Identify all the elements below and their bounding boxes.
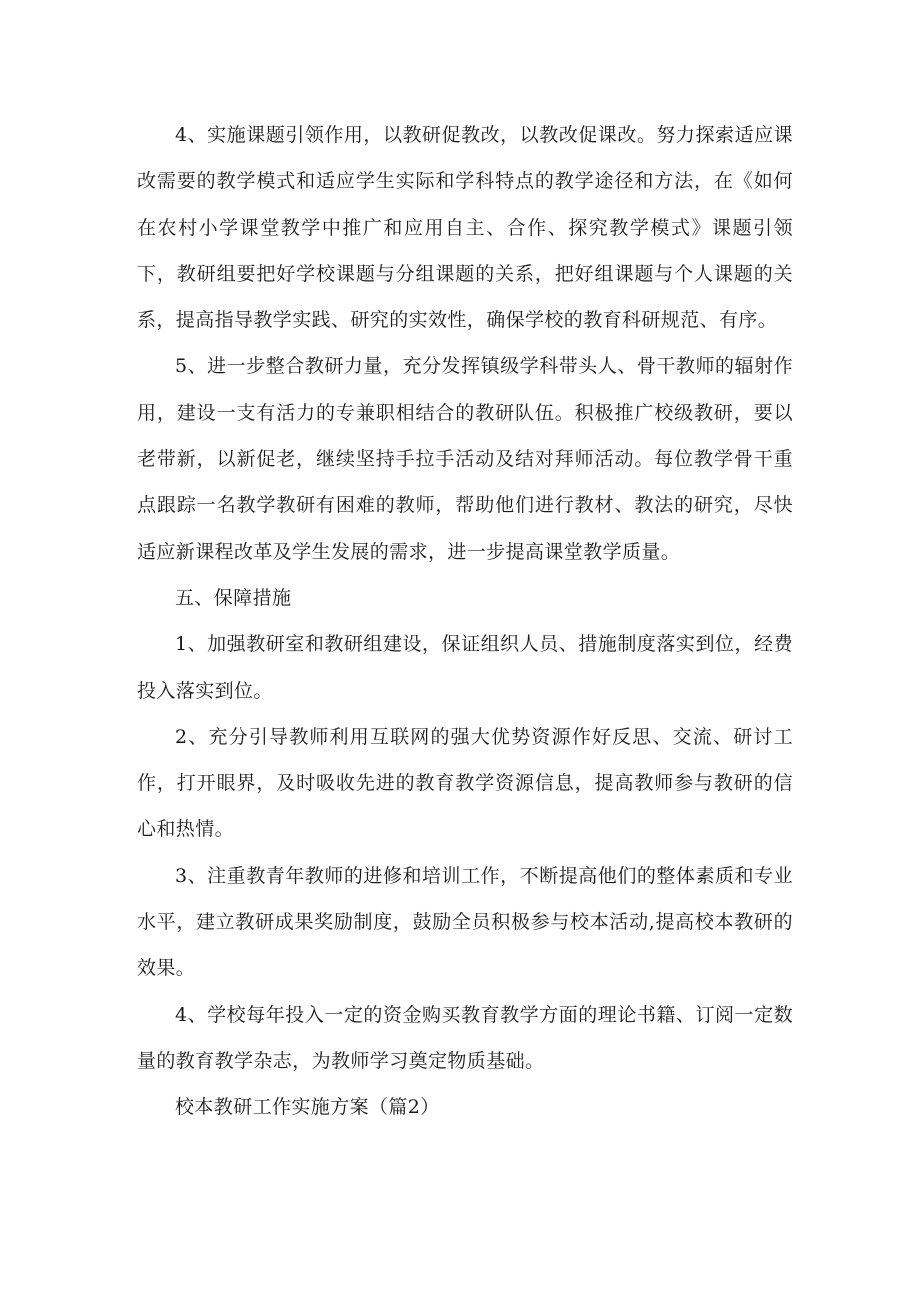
measure-item-3: 3、注重教青年教师的进修和培训工作，不断提高他们的整体素质和专业水平，建立教研成果奖励制度，鼓励全员积极参与校本活动,提高校本教研的效果。 [137, 864, 793, 980]
measure-item-2: 2、充分引导教师利用互联网的强大优势资源作好反思、交流、研讨工作，打开眼界，及时吸收先进的教育教学资源信息，提高教师参与教研的信心和热情。 [137, 725, 793, 841]
paragraph-item-5: 5、进一步整合教研力量，充分发挥镇级学科带头人、骨干教师的辐射作用，建设一支有活力的专兼职相结合的教研队伍。积极推广校级教研，要以老带新，以新促老，继续坚持手拉手活动及结对拜师活动。每位教学骨干重点跟踪一名教学教研有困难的教师，帮助他们进行教材、教法的研究，尽快适应新课程改革及学生发展的需求，进一步提高课堂教学质量。 [137, 355, 793, 563]
document-body [137, 112, 793, 1131]
section-heading-safeguards: 五、保障措施 [175, 586, 292, 609]
measure-item-1: 1、加强教研室和教研组建设，保证组织人员、措施制度落实到位，经费投入落实到位。 [137, 633, 793, 702]
paragraph-item-4: 4、实施课题引领作用，以教研促教改，以教改促课改。努力探索适应课改需要的教学模式和适应学生实际和学科特点的教学途径和方法，在《如何在农村小学课堂教学中推广和应用自主、合作、探究教学模式》课题引领下，教研组要把好学校课题与分组课题的关系，把好组课题与个人课题的关系，提高指导教学实践、研究的实效性，确保学校的教育科研规范、有序。 [137, 124, 793, 332]
measure-item-4: 4、学校每年投入一定的资金购买教育教学方面的理论书籍、订阅一定数量的教育教学杂志，为教师学习奠定物质基础。 [137, 1003, 793, 1072]
next-document-title: 校本教研工作实施方案（篇2） [175, 1096, 440, 1119]
